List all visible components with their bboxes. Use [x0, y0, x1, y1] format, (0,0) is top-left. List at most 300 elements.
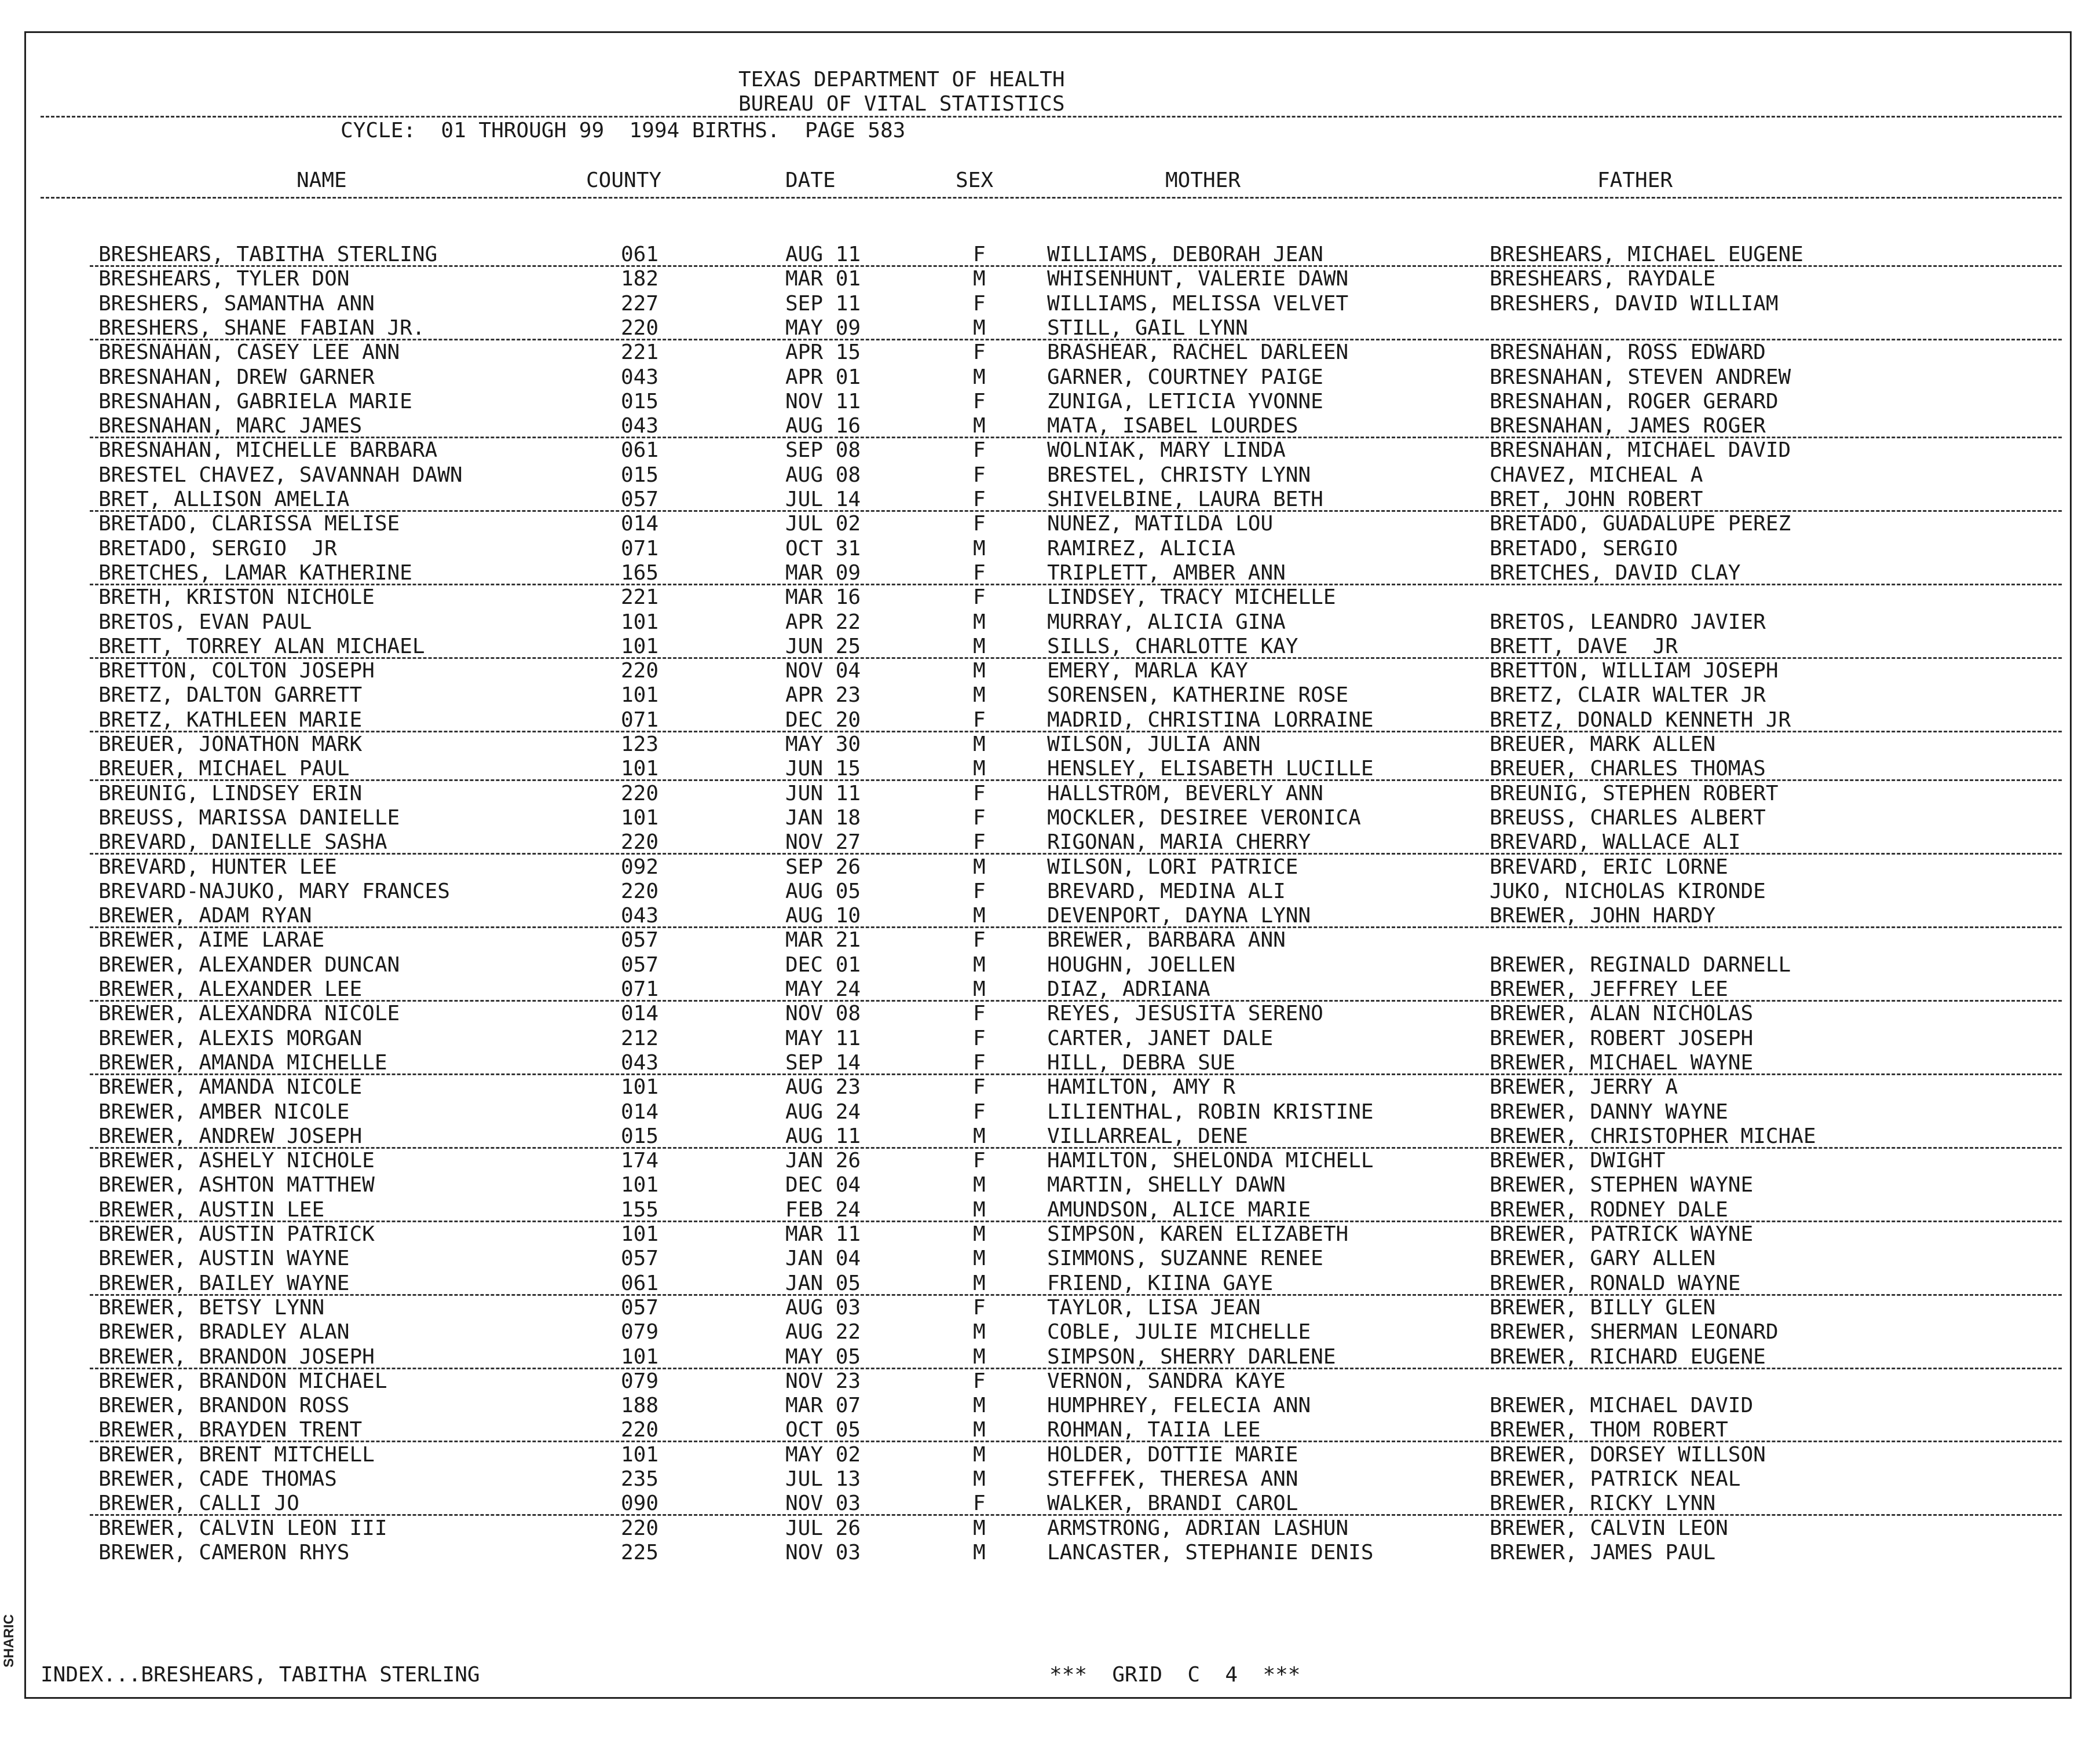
cell-date: NOV 27 — [785, 830, 861, 855]
cell-date: AUG 03 — [785, 1295, 861, 1320]
cell-sex: M — [973, 952, 986, 977]
cell-name: BRETH, KRISTON NICHOLE — [98, 585, 375, 610]
table-row — [0, 1371, 2100, 1394]
cell-date: NOV 11 — [785, 389, 861, 413]
cell-county: 015 — [621, 463, 659, 487]
cell-father: BREWER, JOHN HARDY — [1490, 904, 1716, 928]
cell-sex: F — [973, 708, 986, 732]
cell-date: MAY 11 — [785, 1026, 861, 1050]
table-row — [0, 1126, 2100, 1149]
cell-name: BREUER, MICHAEL PAUL — [98, 757, 350, 781]
cell-father: BRESNAHAN, ROGER GERARD — [1490, 389, 1779, 413]
cell-sex: F — [973, 560, 986, 585]
cell-county: 220 — [621, 1418, 659, 1442]
cell-sex: M — [973, 1344, 986, 1369]
cell-county: 071 — [621, 977, 659, 1001]
cell-mother: VERNON, SANDRA KAYE — [1047, 1369, 1286, 1393]
cell-sex: F — [973, 340, 986, 365]
cell-county: 220 — [621, 879, 659, 903]
cell-father: BRET, JOHN ROBERT — [1490, 488, 1703, 511]
cell-county: 014 — [621, 512, 659, 536]
cell-mother: AMUNDSON, ALICE MARIE — [1047, 1197, 1311, 1222]
cell-date: JUL 14 — [785, 488, 861, 511]
cell-date: MAY 24 — [785, 977, 861, 1001]
cell-father: BREWER, RICKY LYNN — [1490, 1492, 1716, 1516]
cell-sex: F — [973, 1050, 986, 1075]
table-row — [0, 734, 2100, 757]
cell-father: BRETZ, CLAIR WALTER JR — [1490, 683, 1766, 708]
cell-father: BRETTON, WILLIAM JOSEPH — [1490, 659, 1779, 683]
cell-name: BREWER, AIME LARAE — [98, 928, 325, 952]
table-row — [0, 1469, 2100, 1492]
cell-sex: F — [973, 243, 986, 266]
cell-father: BREWER, MICHAEL WAYNE — [1490, 1050, 1754, 1075]
cell-father: BREWER, ALAN NICHOLAS — [1490, 1002, 1754, 1026]
table-row — [0, 367, 2100, 390]
cell-father: BREWER, DWIGHT — [1490, 1149, 1666, 1173]
cell-sex: M — [973, 855, 986, 879]
cycle-line: CYCLE: 01 THROUGH 99 1994 BIRTHS. PAGE 583 — [341, 119, 906, 142]
cell-father: BREWER, JEFFREY LEE — [1490, 977, 1728, 1001]
report-title: TEXAS DEPARTMENT OF HEALTH — [738, 68, 1065, 91]
row-rule — [90, 779, 2062, 781]
cell-sex: M — [973, 1394, 986, 1418]
table-row — [0, 1102, 2100, 1125]
cell-sex: F — [973, 1075, 986, 1100]
cell-date: DEC 01 — [785, 952, 861, 977]
table-row — [0, 783, 2100, 807]
cell-mother: LILIENTHAL, ROBIN KRISTINE — [1047, 1100, 1374, 1124]
table-row — [0, 514, 2100, 537]
column-header-rule — [41, 197, 2062, 199]
table-row — [0, 1295, 2100, 1321]
cell-date: JUN 11 — [785, 781, 861, 805]
cell-date: MAR 21 — [785, 928, 861, 952]
cell-county: 212 — [621, 1026, 659, 1050]
cell-father: BREWER, CHRISTOPHER MICHAE — [1490, 1124, 1816, 1148]
cell-county: 221 — [621, 585, 659, 610]
cell-sex: M — [973, 1540, 986, 1564]
cell-name: BRESNAHAN, DREW GARNER — [98, 365, 375, 389]
cell-date: JAN 18 — [785, 805, 861, 830]
cell-name: BRESNAHAN, MARC JAMES — [98, 414, 363, 438]
cell-name: BREUSS, MARISSA DANIELLE — [98, 805, 400, 830]
cell-name: BRETADO, SERGIO JR — [98, 536, 337, 560]
table-row — [0, 881, 2100, 904]
cell-county: 101 — [621, 1344, 659, 1369]
cell-mother: REYES, JESUSITA SERENO — [1047, 1002, 1323, 1026]
cell-name: BREWER, ALEXIS MORGAN — [98, 1026, 363, 1050]
cell-date: AUG 05 — [785, 879, 861, 903]
cell-sex: M — [973, 1173, 986, 1197]
cell-father: BREWER, JAMES PAUL — [1490, 1540, 1716, 1564]
cell-date: SEP 26 — [785, 855, 861, 879]
cell-sex: F — [973, 1149, 986, 1173]
cell-date: JUL 26 — [785, 1516, 861, 1540]
cell-mother: HOUGHN, JOELLEN — [1047, 952, 1236, 977]
cell-date: MAR 16 — [785, 585, 861, 610]
cell-sex: M — [973, 1222, 986, 1246]
cell-sex: F — [973, 830, 986, 855]
cell-sex: M — [973, 659, 986, 683]
table-row — [0, 440, 2100, 463]
table-row — [0, 685, 2100, 708]
cell-mother: WILLIAMS, MELISSA VELVET — [1047, 291, 1349, 316]
cell-sex: M — [973, 536, 986, 560]
cell-father: BREVARD, WALLACE ALI — [1490, 830, 1741, 855]
cell-county: 090 — [621, 1492, 659, 1516]
cell-county: 220 — [621, 659, 659, 683]
cell-mother: SIMMONS, SUZANNE RENEE — [1047, 1247, 1323, 1271]
cell-county: 174 — [621, 1149, 659, 1173]
cell-name: BREUNIG, LINDSEY ERIN — [98, 781, 363, 805]
cell-date: AUG 08 — [785, 463, 861, 487]
cell-mother: SHIVELBINE, LAURA BETH — [1047, 488, 1323, 511]
cell-name: BREWER, AUSTIN PATRICK — [98, 1222, 375, 1246]
cell-sex: M — [973, 1197, 986, 1222]
cell-father: BRETOS, LEANDRO JAVIER — [1490, 610, 1766, 634]
cell-mother: BRESTEL, CHRISTY LYNN — [1047, 463, 1311, 487]
cell-father: BRESHEARS, MICHAEL EUGENE — [1490, 243, 1803, 266]
cell-county: 079 — [621, 1369, 659, 1393]
cell-sex: F — [973, 781, 986, 805]
cell-father: BRETZ, DONALD KENNETH JR — [1490, 708, 1791, 732]
cell-mother: BREVARD, MEDINA ALI — [1047, 879, 1286, 903]
table-row — [0, 1150, 2100, 1174]
cell-county: 043 — [621, 365, 659, 389]
row-rule — [90, 853, 2062, 855]
cell-father: BREWER, PATRICK NEAL — [1490, 1467, 1741, 1491]
cell-date: AUG 16 — [785, 414, 861, 438]
cell-county: 043 — [621, 904, 659, 928]
cell-name: BRET, ALLISON AMELIA — [98, 488, 350, 511]
cell-mother: MADRID, CHRISTINA LORRAINE — [1047, 708, 1374, 732]
table-row — [0, 560, 2100, 586]
cell-father: JUKO, NICHOLAS KIRONDE — [1490, 879, 1766, 903]
cell-mother: DEVENPORT, DAYNA LYNN — [1047, 904, 1311, 928]
table-row — [0, 832, 2100, 855]
cell-father: BRESHERS, DAVID WILLIAM — [1490, 291, 1779, 316]
cell-sex: F — [973, 389, 986, 413]
table-row — [0, 1542, 2100, 1566]
cell-name: BRESHERS, SHANE FABIAN JR. — [98, 316, 425, 340]
cell-father: BREWER, DORSEY WILLSON — [1490, 1442, 1766, 1467]
table-row — [0, 710, 2100, 733]
cell-county: 071 — [621, 708, 659, 732]
cell-father: BRETADO, SERGIO — [1490, 536, 1678, 560]
cell-sex: F — [973, 1100, 986, 1124]
table-row — [0, 1028, 2100, 1051]
cell-sex: F — [973, 879, 986, 903]
cell-sex: M — [973, 634, 986, 658]
cell-mother: COBLE, JULIE MICHELLE — [1047, 1320, 1311, 1344]
cell-name: BREWER, BETSY LYNN — [98, 1295, 325, 1320]
cell-sex: M — [973, 904, 986, 928]
cell-sex: M — [973, 1516, 986, 1540]
table-row — [0, 1003, 2100, 1027]
cell-date: MAY 09 — [785, 316, 861, 340]
table-row — [0, 1224, 2100, 1247]
cell-name: BREWER, AUSTIN WAYNE — [98, 1247, 350, 1271]
cell-date: JUN 25 — [785, 634, 861, 658]
cell-date: APR 01 — [785, 365, 861, 389]
cell-date: DEC 20 — [785, 708, 861, 732]
cell-sex: F — [973, 1026, 986, 1050]
cell-sex: F — [973, 438, 986, 463]
cell-father: BREWER, ROBERT JOSEPH — [1490, 1026, 1754, 1050]
cell-county: 225 — [621, 1540, 659, 1564]
cell-date: JAN 05 — [785, 1271, 861, 1295]
cell-mother: HUMPHREY, FELECIA ANN — [1047, 1394, 1311, 1418]
cell-mother: DIAZ, ADRIANA — [1047, 977, 1210, 1001]
cell-father: BRETCHES, DAVID CLAY — [1490, 560, 1741, 585]
cell-date: NOV 03 — [785, 1540, 861, 1564]
cell-county: 014 — [621, 1100, 659, 1124]
column-header-mother: MOTHER — [1165, 168, 1241, 192]
cell-name: BREWER, AMBER NICOLE — [98, 1100, 350, 1124]
cell-name: BRESTEL CHAVEZ, SAVANNAH DAWN — [98, 463, 463, 487]
column-header-father: FATHER — [1597, 168, 1673, 192]
cell-county: 221 — [621, 340, 659, 365]
cell-name: BRETTON, COLTON JOSEPH — [98, 659, 375, 683]
cell-county: 101 — [621, 683, 659, 708]
cell-name: BREVARD-NAJUKO, MARY FRANCES — [98, 879, 450, 903]
table-row — [0, 1420, 2100, 1443]
cell-name: BRETOS, EVAN PAUL — [98, 610, 312, 634]
cell-name: BRESNAHAN, MICHELLE BARBARA — [98, 438, 438, 463]
cell-name: BREWER, ASHELY NICHOLE — [98, 1149, 375, 1173]
cell-name: BREWER, BRANDON MICHAEL — [98, 1369, 387, 1393]
cell-sex: M — [973, 267, 986, 291]
header-rule — [41, 116, 2062, 118]
table-row — [0, 1493, 2100, 1516]
cell-mother: WILSON, JULIA ANN — [1047, 732, 1261, 756]
cell-father: BREWER, DANNY WAYNE — [1490, 1100, 1728, 1124]
cell-father: BREWER, RODNEY DALE — [1490, 1197, 1728, 1222]
cell-county: 071 — [621, 536, 659, 560]
cell-sex: M — [973, 1418, 986, 1442]
footer-index: INDEX...BRESHEARS, TABITHA STERLING — [41, 1663, 480, 1687]
cell-mother: SIMPSON, KAREN ELIZABETH — [1047, 1222, 1349, 1246]
cell-county: 015 — [621, 1124, 659, 1148]
cell-name: BRESHERS, SAMANTHA ANN — [98, 291, 375, 316]
cell-father: BRETADO, GUADALUPE PEREZ — [1490, 512, 1791, 536]
table-row — [0, 465, 2100, 488]
cell-mother: WALKER, BRANDI CAROL — [1047, 1492, 1298, 1516]
table-row — [0, 342, 2100, 365]
cell-county: 220 — [621, 781, 659, 805]
cell-father: BREUER, CHARLES THOMAS — [1490, 757, 1766, 781]
cell-date: APR 22 — [785, 610, 861, 634]
cell-father: BREWER, CALVIN LEON — [1490, 1516, 1728, 1540]
cell-mother: TAYLOR, LISA JEAN — [1047, 1295, 1261, 1320]
cell-sex: M — [973, 977, 986, 1001]
cell-name: BREWER, ALEXANDER LEE — [98, 977, 363, 1001]
cell-mother: ROHMAN, TAIIA LEE — [1047, 1418, 1261, 1442]
table-row — [0, 636, 2100, 659]
cell-date: AUG 10 — [785, 904, 861, 928]
cell-sex: M — [973, 1442, 986, 1467]
cell-date: AUG 11 — [785, 1124, 861, 1148]
cell-mother: STEFFEK, THERESA ANN — [1047, 1467, 1298, 1491]
cell-county: 123 — [621, 732, 659, 756]
cell-name: BREWER, CAMERON RHYS — [98, 1540, 350, 1564]
cell-father: BREWER, THOM ROBERT — [1490, 1418, 1728, 1442]
cell-county: 057 — [621, 488, 659, 511]
cell-mother: RAMIREZ, ALICIA — [1047, 536, 1236, 560]
cell-mother: HILL, DEBRA SUE — [1047, 1050, 1236, 1075]
cell-father: BREVARD, ERIC LORNE — [1490, 855, 1728, 879]
cell-sex: F — [973, 512, 986, 536]
cell-name: BREUER, JONATHON MARK — [98, 732, 363, 756]
cell-father: CHAVEZ, MICHEAL A — [1490, 463, 1703, 487]
cell-father: BRESHEARS, RAYDALE — [1490, 267, 1716, 291]
cell-county: 220 — [621, 830, 659, 855]
cell-sex: M — [973, 757, 986, 781]
cell-county: 220 — [621, 1516, 659, 1540]
cell-mother: HALLSTROM, BEVERLY ANN — [1047, 781, 1323, 805]
cell-name: BRESHEARS, TABITHA STERLING — [98, 243, 438, 266]
cell-sex: M — [973, 1271, 986, 1295]
cell-name: BRETCHES, LAMAR KATHERINE — [98, 560, 412, 585]
cell-sex: F — [973, 291, 986, 316]
cell-name: BRESHEARS, TYLER DON — [98, 267, 350, 291]
table-row — [0, 244, 2100, 267]
cell-sex: M — [973, 732, 986, 756]
cell-name: BREWER, BRADLEY ALAN — [98, 1320, 350, 1344]
cell-name: BREWER, AMANDA MICHELLE — [98, 1050, 387, 1075]
cell-mother: MATA, ISABEL LOURDES — [1047, 414, 1298, 438]
cell-mother: EMERY, MARLA KAY — [1047, 659, 1248, 683]
cell-date: JAN 04 — [785, 1247, 861, 1271]
cell-mother: HAMILTON, SHELONDA MICHELL — [1047, 1149, 1374, 1173]
cell-date: MAR 07 — [785, 1394, 861, 1418]
cell-county: 061 — [621, 438, 659, 463]
table-row — [0, 661, 2100, 684]
cell-date: NOV 03 — [785, 1492, 861, 1516]
cell-mother: HAMILTON, AMY R — [1047, 1075, 1236, 1100]
cell-name: BRETT, TORREY ALAN MICHAEL — [98, 634, 425, 658]
table-row — [0, 318, 2100, 341]
cell-father: BREWER, REGINALD DARNELL — [1490, 952, 1791, 977]
cell-mother: NUNEZ, MATILDA LOU — [1047, 512, 1274, 536]
cell-county: 165 — [621, 560, 659, 585]
cell-sex: M — [973, 1247, 986, 1271]
cell-date: NOV 23 — [785, 1369, 861, 1393]
cell-mother: LINDSEY, TRACY MICHELLE — [1047, 585, 1336, 610]
cell-father: BREUNIG, STEPHEN ROBERT — [1490, 781, 1779, 805]
cell-county: 182 — [621, 267, 659, 291]
cell-name: BREWER, BRAYDEN TRENT — [98, 1418, 363, 1442]
cell-sex: M — [973, 610, 986, 634]
cell-name: BRETZ, DALTON GARRETT — [98, 683, 363, 708]
cell-date: AUG 24 — [785, 1100, 861, 1124]
cell-name: BREVARD, HUNTER LEE — [98, 855, 337, 879]
cell-father: BREWER, RONALD WAYNE — [1490, 1271, 1741, 1295]
table-row — [0, 1248, 2100, 1271]
cell-county: 057 — [621, 952, 659, 977]
table-row — [0, 1322, 2100, 1345]
cell-father: BRESNAHAN, ROSS EDWARD — [1490, 340, 1766, 365]
table-row — [0, 291, 2100, 317]
cell-mother: STILL, GAIL LYNN — [1047, 316, 1248, 340]
cell-county: 101 — [621, 1173, 659, 1197]
cell-mother: WILLIAMS, DEBORAH JEAN — [1047, 243, 1323, 266]
cell-sex: F — [973, 1295, 986, 1320]
cell-sex: M — [973, 1467, 986, 1491]
cell-mother: SORENSEN, KATHERINE ROSE — [1047, 683, 1349, 708]
cell-sex: M — [973, 1124, 986, 1148]
cell-date: SEP 14 — [785, 1050, 861, 1075]
cell-mother: FRIEND, KIINA GAYE — [1047, 1271, 1274, 1295]
cell-mother: SILLS, CHARLOTTE KAY — [1047, 634, 1298, 658]
cell-father: BREWER, PATRICK WAYNE — [1490, 1222, 1754, 1246]
cell-county: 101 — [621, 757, 659, 781]
cell-name: BREWER, BAILEY WAYNE — [98, 1271, 350, 1295]
cell-county: 014 — [621, 1002, 659, 1026]
cell-father: BREWER, STEPHEN WAYNE — [1490, 1173, 1754, 1197]
cell-mother: VILLARREAL, DENE — [1047, 1124, 1248, 1148]
cell-date: AUG 11 — [785, 243, 861, 266]
cell-name: BREWER, CALVIN LEON III — [98, 1516, 387, 1540]
cell-name: BRESNAHAN, GABRIELA MARIE — [98, 389, 412, 413]
cell-date: SEP 11 — [785, 291, 861, 316]
table-row — [0, 1395, 2100, 1419]
table-row — [0, 1273, 2100, 1296]
cell-mother: MURRAY, ALICIA GINA — [1047, 610, 1286, 634]
cell-sex: M — [973, 1320, 986, 1344]
cell-sex: F — [973, 1369, 986, 1393]
table-row — [0, 269, 2100, 292]
cell-sex: F — [973, 928, 986, 952]
column-header-date: DATE — [785, 168, 836, 192]
table-row — [0, 587, 2100, 610]
table-row — [0, 857, 2100, 880]
cell-sex: M — [973, 414, 986, 438]
column-header-name: NAME — [297, 168, 347, 192]
cell-father: BREWER, SHERMAN LEONARD — [1490, 1320, 1779, 1344]
cell-date: APR 15 — [785, 340, 861, 365]
cell-sex: F — [973, 488, 986, 511]
cell-county: 043 — [621, 1050, 659, 1075]
cell-mother: BRASHEAR, RACHEL DARLEEN — [1047, 340, 1349, 365]
cell-mother: ZUNIGA, LETICIA YVONNE — [1047, 389, 1323, 413]
cell-name: BREWER, BRANDON ROSS — [98, 1394, 350, 1418]
cell-county: 235 — [621, 1467, 659, 1491]
cell-name: BREWER, ANDREW JOSEPH — [98, 1124, 363, 1148]
cell-sex: M — [973, 365, 986, 389]
cell-name: BREWER, BRENT MITCHELL — [98, 1442, 375, 1467]
cell-father: BREWER, MICHAEL DAVID — [1490, 1394, 1754, 1418]
cell-date: AUG 23 — [785, 1075, 861, 1100]
cell-date: NOV 08 — [785, 1002, 861, 1026]
table-row — [0, 758, 2100, 782]
column-header-county: COUNTY — [586, 168, 662, 192]
cell-father: BREWER, RICHARD EUGENE — [1490, 1344, 1766, 1369]
column-header-sex: SEX — [956, 168, 994, 192]
cell-mother: WOLNIAK, MARY LINDA — [1047, 438, 1286, 463]
cell-county: 057 — [621, 1295, 659, 1320]
cell-date: JAN 26 — [785, 1149, 861, 1173]
cell-father: BREUSS, CHARLES ALBERT — [1490, 805, 1766, 830]
cell-mother: MARTIN, SHELLY DAWN — [1047, 1173, 1286, 1197]
table-row — [0, 1077, 2100, 1100]
cell-sex: F — [973, 585, 986, 610]
cell-name: BREWER, ADAM RYAN — [98, 904, 312, 928]
table-row — [0, 416, 2100, 439]
cell-mother: HOLDER, DOTTIE MARIE — [1047, 1442, 1298, 1467]
cell-father: BRETT, DAVE JR — [1490, 634, 1678, 658]
